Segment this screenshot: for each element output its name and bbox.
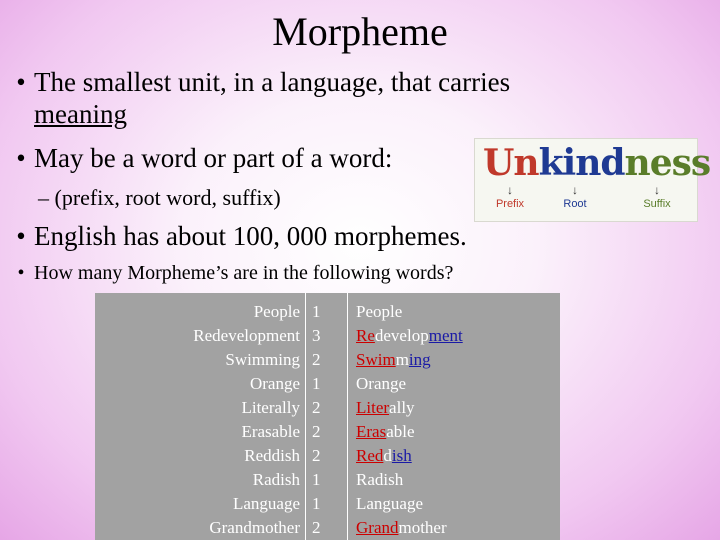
word-cell: Language: [232, 494, 300, 513]
morpheme-segment: Re: [356, 326, 375, 345]
word-cell: Redevelopment: [193, 326, 300, 345]
bullet-dot: •: [17, 262, 25, 284]
unkindness-label-2: [627, 183, 687, 211]
morpheme-segment: mother: [398, 518, 447, 537]
morpheme-segment: ing: [408, 350, 431, 369]
count-cell: 3: [312, 326, 321, 345]
count-cell: 2: [312, 422, 321, 441]
word-cell: Swimming: [225, 350, 300, 369]
unkindness-label-text: Prefix: [495, 198, 525, 210]
bullet-question: [8, 260, 453, 286]
morpheme-segment: People: [356, 302, 403, 321]
morpheme-segment: Orange: [356, 374, 407, 393]
count-cell: 2: [312, 518, 321, 537]
column-divider: [305, 293, 306, 540]
bullet-text: English has about 100, 000 morphemes.: [34, 221, 467, 251]
unkindness-image: [474, 138, 711, 222]
split-cell: [356, 420, 556, 444]
bullet-english-count: [8, 220, 467, 252]
unkindness-label-1: [545, 183, 605, 211]
morpheme-segment: al: [389, 398, 402, 417]
word-column: [95, 300, 300, 540]
split-column: [356, 300, 556, 540]
morpheme-segment: ish: [391, 446, 412, 465]
morpheme-segment: Liter: [356, 398, 390, 417]
down-arrow-icon: ↓: [572, 183, 578, 197]
word-cell: People: [253, 302, 300, 321]
split-cell: [356, 372, 556, 396]
count-cell: 1: [312, 470, 321, 489]
word-cell: Radish: [252, 470, 300, 489]
split-cell: [356, 348, 556, 372]
word-cell: Literally: [241, 398, 300, 417]
morpheme-segment: develop: [374, 326, 429, 345]
split-cell: [356, 468, 556, 492]
count-cell: 2: [312, 446, 321, 465]
bullet-word-part: [8, 142, 392, 174]
unkindness-part-1: kind: [538, 142, 625, 184]
morpheme-segment: Swim: [356, 350, 396, 369]
bullet-dot: •: [16, 143, 26, 173]
split-cell: [356, 324, 556, 348]
unkindness-labels: [475, 183, 697, 221]
slide-title: Morpheme: [272, 9, 448, 54]
bullet-smallest-unit: [8, 66, 628, 130]
count-cell: 1: [312, 302, 321, 321]
morpheme-segment: d: [383, 446, 392, 465]
word-cell: Reddish: [244, 446, 300, 465]
bullet-text: [34, 66, 510, 130]
morpheme-segment: Eras: [356, 422, 387, 441]
bullet-text: How many Morpheme’s are in the following words?: [34, 262, 454, 284]
count-cell: 1: [312, 374, 321, 393]
unkindness-part-0: Un: [483, 142, 539, 184]
unkindness-part-2: ness: [624, 142, 711, 184]
split-cell: [356, 300, 556, 324]
unkindness-label-text: Root: [563, 198, 587, 210]
split-cell: [356, 492, 556, 516]
unkindness-label-text: Suffix: [643, 198, 671, 210]
morpheme-segment: m: [395, 350, 409, 369]
split-cell: [356, 516, 556, 540]
bullet-text-meaning: meaning: [34, 99, 127, 129]
bullet-dot: •: [16, 221, 26, 251]
sub-bullet-parts: [38, 184, 281, 212]
bullet-text-line1: The smallest unit, in a language, that carries: [34, 67, 511, 97]
down-arrow-icon: ↓: [654, 183, 660, 197]
bullet-text: May be a word or part of a word:: [34, 143, 393, 173]
count-cell: 2: [312, 398, 321, 417]
word-cell: Orange: [249, 374, 300, 393]
word-cell: Grandmother: [209, 518, 300, 537]
word-cell: Erasable: [241, 422, 300, 441]
count-column: [312, 300, 342, 540]
morpheme-segment: ment: [428, 326, 463, 345]
bullet-dot: •: [16, 67, 26, 97]
morpheme-segment: Language: [356, 494, 424, 513]
count-cell: 1: [312, 494, 321, 513]
unkindness-label-0: [480, 183, 540, 211]
morpheme-segment: Radish: [356, 470, 404, 489]
unkindness-word: [483, 141, 710, 185]
count-cell: 2: [312, 350, 321, 369]
sub-bullet-text: – (prefix, root word, suffix): [38, 185, 281, 210]
morpheme-segment: able: [386, 422, 415, 441]
morpheme-segment: Red: [356, 446, 384, 465]
morpheme-segment: Grand: [356, 518, 399, 537]
column-divider: [347, 293, 348, 540]
split-cell: [356, 444, 556, 468]
split-cell: [356, 396, 556, 420]
morpheme-segment: ly: [401, 398, 415, 417]
down-arrow-icon: ↓: [507, 183, 513, 197]
